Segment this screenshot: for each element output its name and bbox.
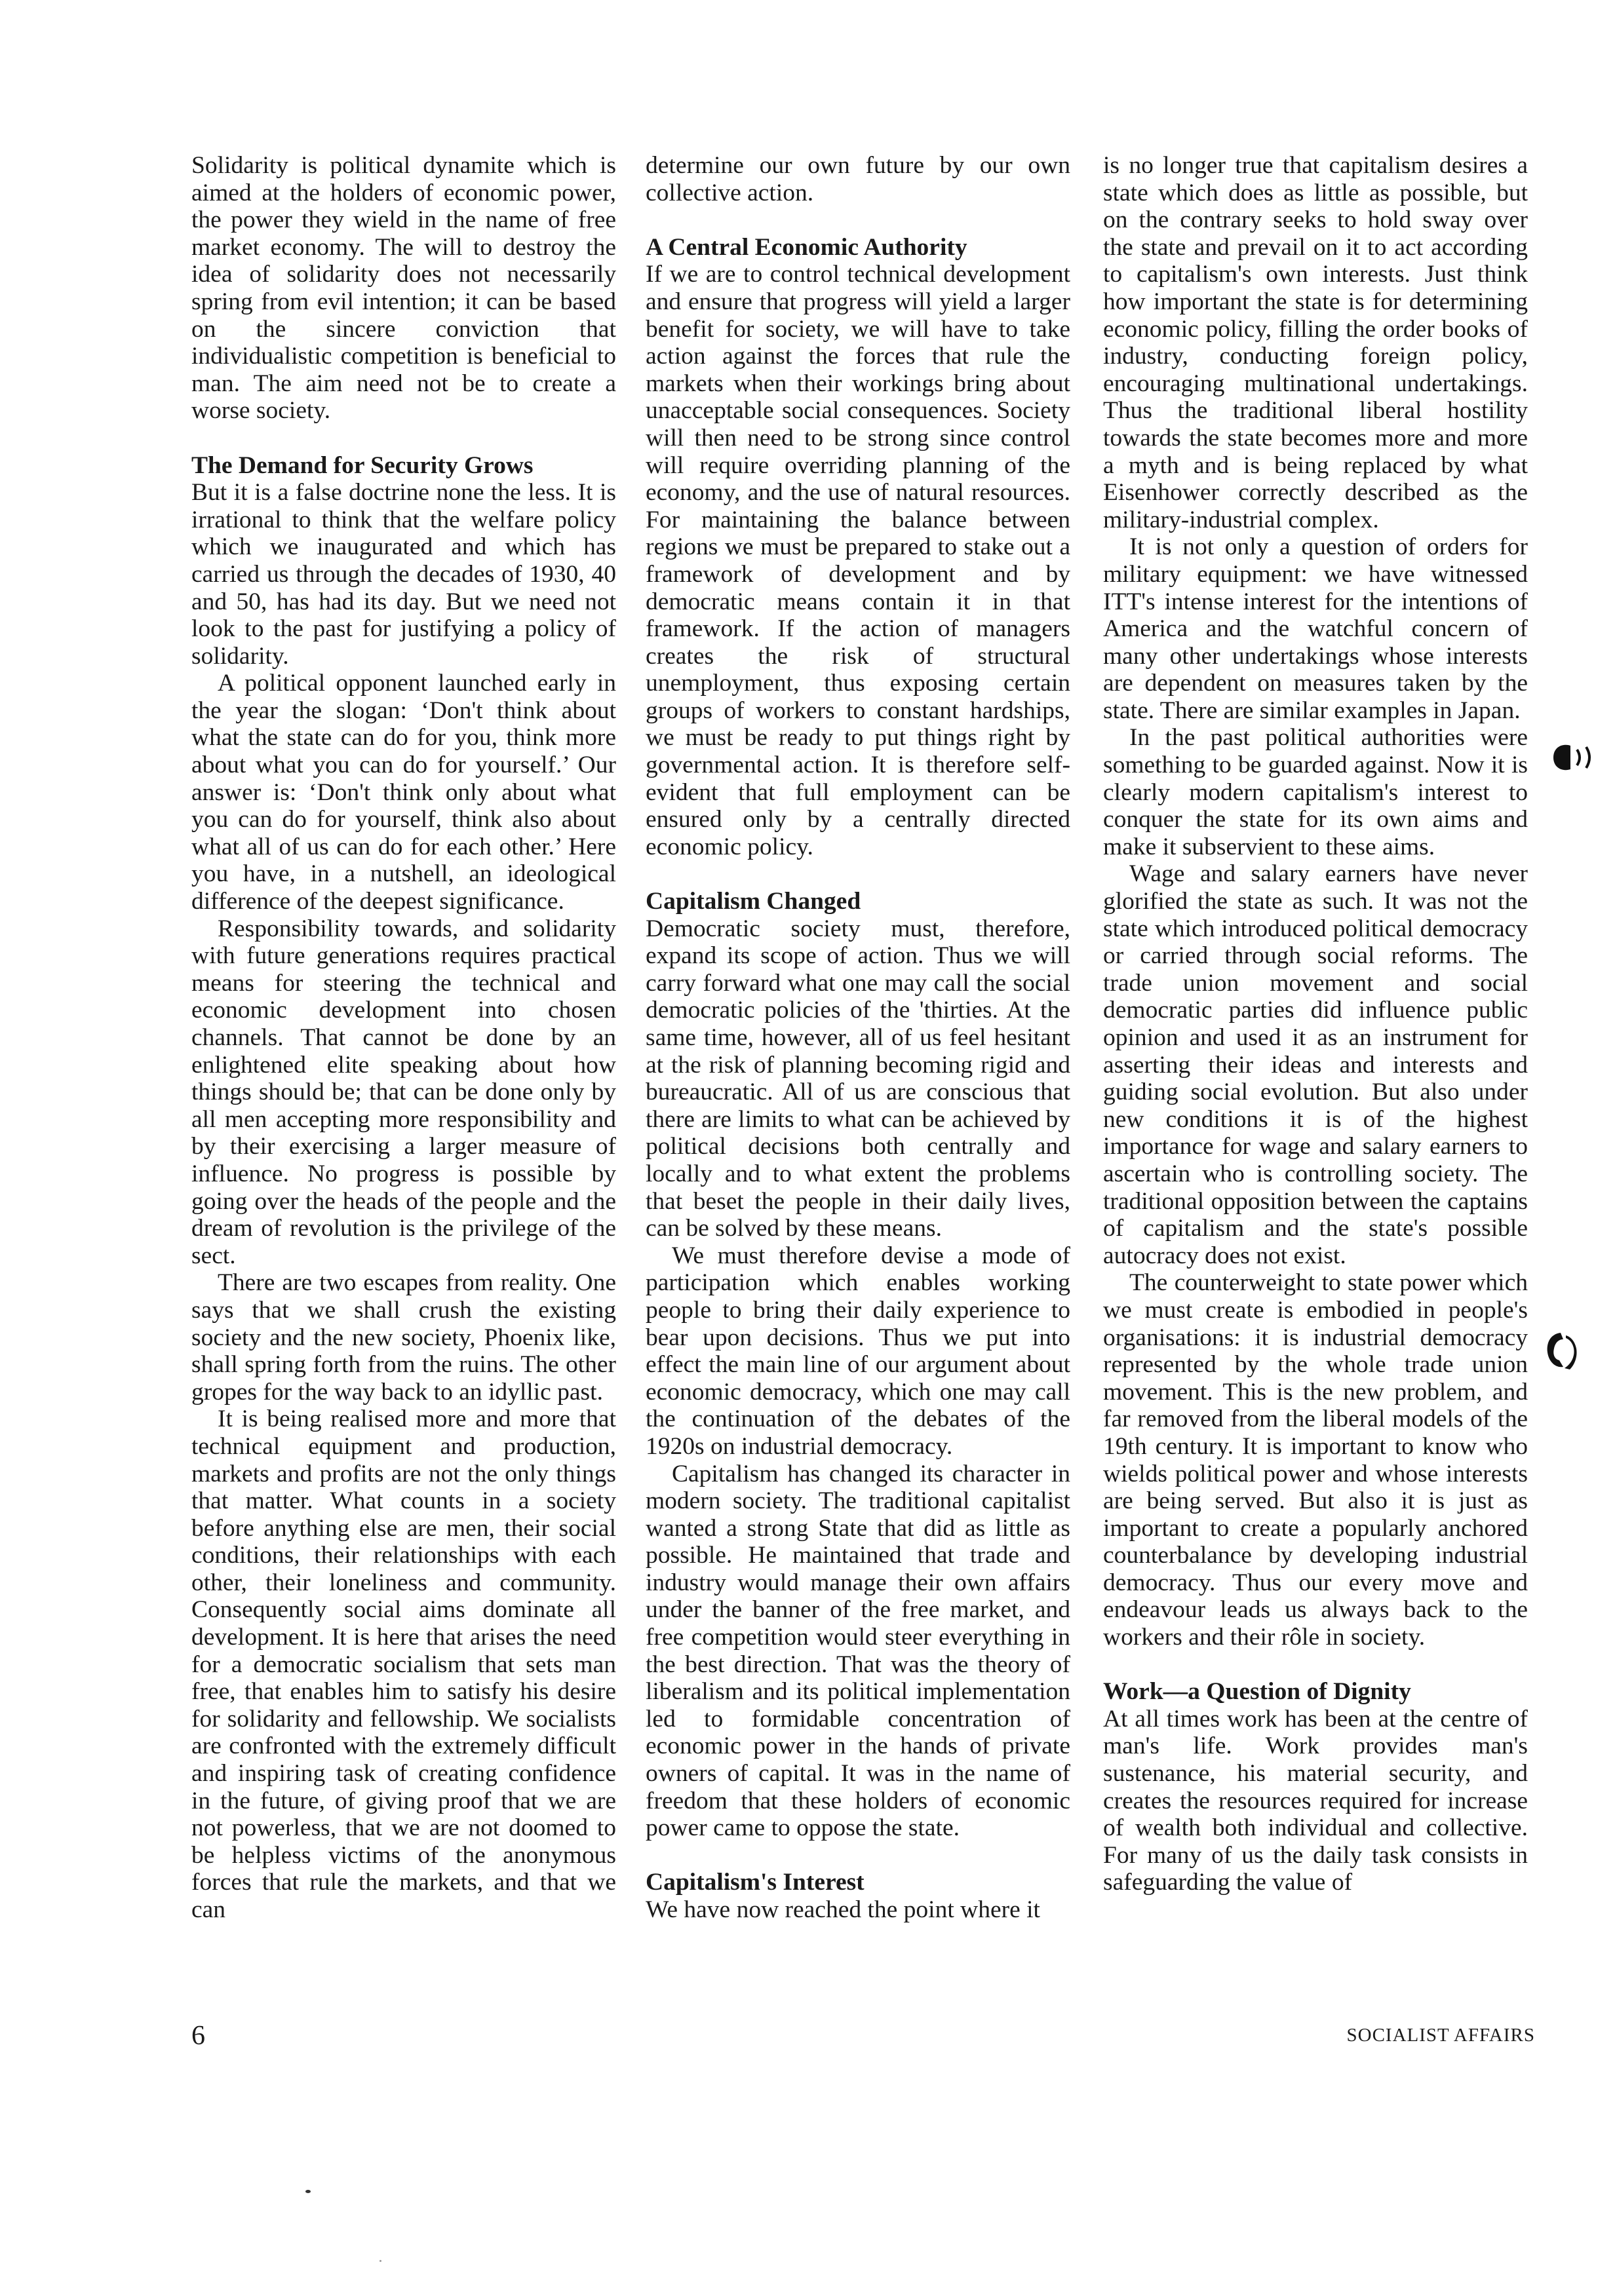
section-heading: Capitalism's Interest [646,1869,865,1896]
paragraph: The counterweight to state power which we must create is embodied in people's organisations: it is industrial democracy represented by the whole trade union movement. This is the new problem, and far removed from the liberal models of the 19th century. It is important to know who wields political power and whose interests are being served. But also it is just as important to create a popularly anchored counterbalance by developing industrial democracy. Thus our every move and endeavour leads us always back to the workers and their rôle in society. [1103,1269,1528,1651]
paragraph: Democratic society must, therefore, expand its scope of action. Thus we will carry forward what one may call the social democratic policies of the 'thirties. At the same time, however, all of us feel hesitant at the risk of planning becoming rigid and bureaucratic. All of us are conscious that there are limits to what can be achieved by political decisions both centrally and locally and to what extent the problems that beset the people in their daily lives, can be solved by these means. [646,915,1070,1242]
journal-name: SOCIALIST AFFAIRS [1346,2025,1535,2046]
section-gap [646,206,1070,234]
paragraph: At all times work has been at the centre of man's life. Work provides man's sustenance, his material security, and creates the resources required for increase of wealth both individual and collective. For many of us the daily task consists in safeguarding the value of [1103,1705,1528,1896]
paragraph: It is being realised more and more that technical equipment and production, markets and profits are not the only things that matter. What counts in a society before anything else are men, their social conditions, their relationships with each other, their loneliness and community. Consequently social aims dominate all development. It is here that arises the need for a democratic socialism that sets man free, that enables him to satisfy his desire for solidarity and fellowship. We socialists are confronted with the extremely difficult and inspiring task of creating confidence in the future, of giving proof that we are not powerless, that we are not doomed to be helpless victims of the anonymous forces that rule the markets, and that we can [191,1406,616,1923]
article-column-3 [1103,152,1528,1896]
paragraph: Solidarity is political dynamite which is aimed at the holders of economic power, the power they wield in the name of free market economy. The will to destroy the idea of solidarity does not necessarily spring from evil intention; it can be based on the sincere conviction that individualistic competition is beneficial to man. The aim need not be to create a worse society. [191,152,616,425]
paragraph: A political opponent launched early in the year the slogan: ‘Don't think about what the state can do for you, think more about what you can do for yourself.’ Our answer is: ‘Don't think only about what you can do for yourself, think also about what all of us can do for each other.’ Here you have, in a nutshell, an ideological difference of the deepest significance. [191,670,616,915]
paragraph: We must therefore devise a mode of participation which enables working people to bring their daily experience to bear upon decisions. Thus we put into effect the main line of our argument about economic democracy, which one may call the continuation of the debates of the 1920s on industrial democracy. [646,1242,1070,1460]
paragraph: Capitalism has changed its character in modern society. The traditional capitalist wanted a strong State that did as little as possible. He maintained that trade and industry would manage their own affairs under the banner of the free market, and free competition would steer everything in the best direction. That was the theory of liberalism and its political implementation led to formidable concentration of economic power in the hands of private owners of capital. It was in the name of freedom that these holders of economic power came to oppose the state. [646,1460,1070,1842]
section-gap [1103,1651,1528,1679]
paragraph: Responsibility towards, and solidarity with future generations requires practical means for steering the technical and economic development into chosen channels. That cannot be done by an enlightened elite speaking about how things should be; that can be done only by all men accepting more responsibility and by their exercising a larger measure of influence. No progress is possible by going over the heads of the people and the dream of revolution is the privilege of the sect. [191,915,616,1269]
paragraph: In the past political authorities were something to be guarded against. Now it is clearly modern capitalism's interest to conquer the state for its own aims and make it subservient to these aims. [1103,724,1528,860]
paragraph: But it is a false doctrine none the less. It is irrational to think that the welfare policy which we inaugurated and which has carried us through the decades of 1930, 40 and 50, has had its day. But we need not look to the past for justifying a policy of solidarity. [191,479,616,670]
section-heading: The Demand for Security Grows [191,451,534,479]
section-gap [646,860,1070,888]
paragraph: If we are to control technical development and ensure that progress will yield a larger benefit for society, we will have to take action against the forces that rule the markets when their workings bring about unacceptable social consequences. Society will then need to be strong since control will require overriding planning of the economy, and the use of natural resources. For maintaining the balance between regions we must be prepared to stake out a framework of development and by democratic means contain it in that framework. If the action of managers creates the risk of structural unemployment, thus exposing certain groups of workers to constant hardships, we must be ready to put things right by governmental action. It is therefore self-evident that full employment can be ensured only by a centrally directed economic policy. [646,261,1070,860]
section-heading: A Central Economic Authority [646,233,967,261]
binder-hole-ring-icon [1544,1330,1578,1372]
article-column-1 [191,152,616,1924]
paragraph: Wage and salary earners have never glorified the state as such. It was not the state which introduced political democracy or carried through social reforms. The trade union movement and social democratic parties did influence public opinion and used it as an instrument for asserting their ideas and interests and guiding social evolution. But also under new conditions it is of the highest importance for wage and salary earners to ascertain who is controlling society. The traditional opposition between the captains of capitalism and the state's possible autocracy does not exist. [1103,860,1528,1269]
section-heading: Work—a Question of Dignity [1103,1678,1411,1706]
paragraph: We have now reached the point where it [646,1896,1040,1923]
scan-speck [379,2260,381,2262]
section-gap [646,1842,1070,1869]
section-heading: Capitalism Changed [646,888,861,915]
paragraph: There are two escapes from reality. One says that we shall crush the existing society and the new society, Phoenix like, shall spring forth from the ruins. The other gropes for the way back to an idyllic past. [191,1269,616,1406]
paragraph: is no longer true that capitalism desires a state which does as little as possible, but on the contrary seeks to hold sway over the state and prevail on it to act according to capitalism's own interests. Just think how important the state is for determining economic policy, filling the order books of industry, conducting foreign policy, encouraging multinational undertakings. Thus the traditional liberal hostility towards the state becomes more and more a myth and is being replaced by what Eisenhower correctly described as the military-industrial complex. [1103,152,1528,533]
paragraph: It is not only a question of orders for military equipment: we have witnessed ITT's intense interest for the intentions of America and the watchful concern of many other undertakings whose interests are dependent on measures taken by the state. There are similar examples in Japan. [1103,533,1528,724]
section-gap [191,425,616,452]
scan-speck [305,2190,311,2193]
binder-hole-mark-icon [1551,740,1597,775]
paragraph: determine our own future by our own collective action. [646,152,1070,206]
page-number: 6 [191,2021,205,2051]
article-column-2 [646,152,1070,1924]
